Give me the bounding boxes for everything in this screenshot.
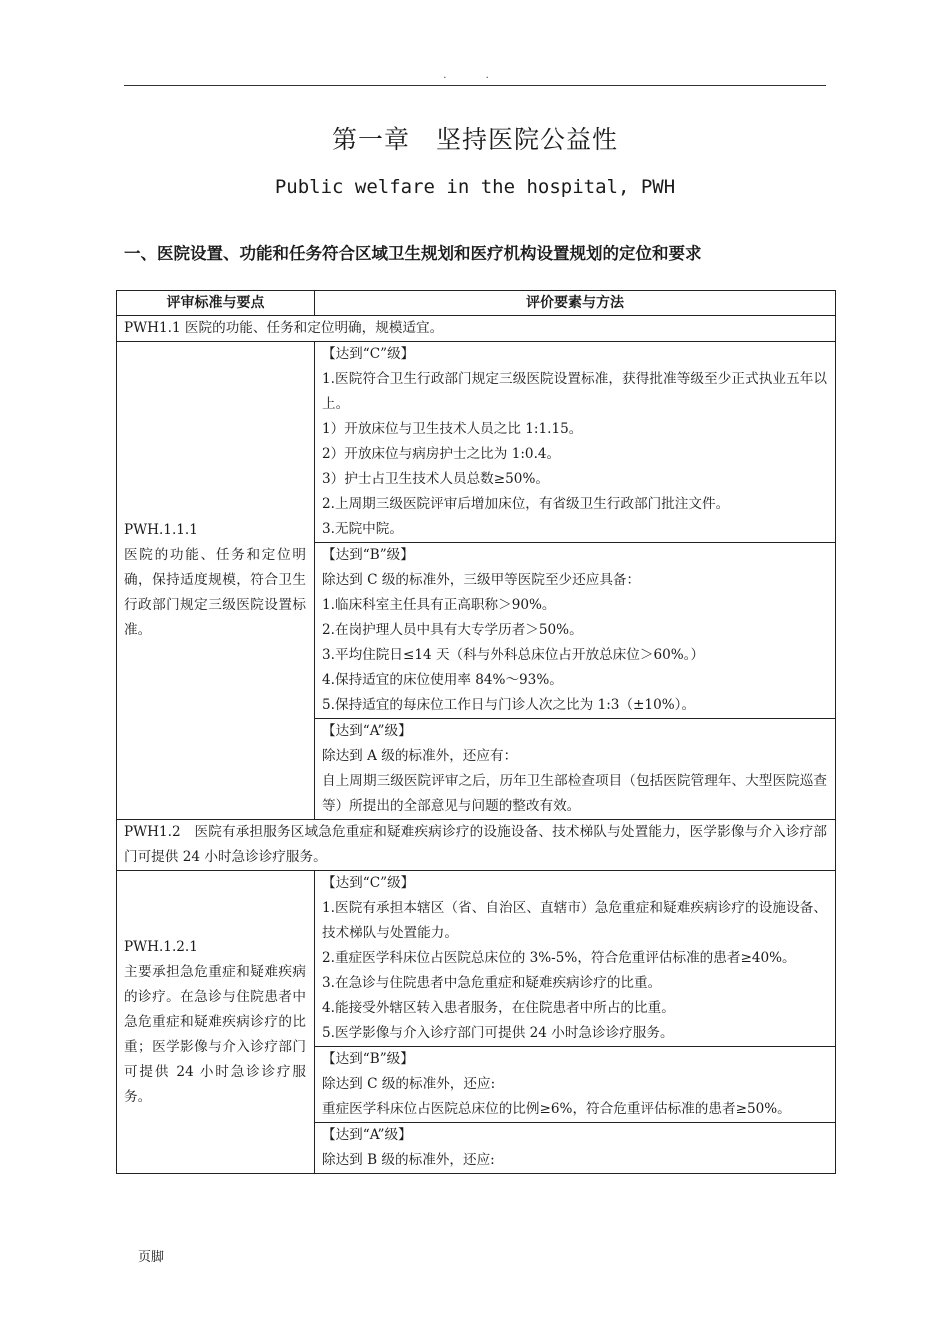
grade-a-cell — [315, 719, 836, 820]
grade-c-cell — [315, 871, 836, 1047]
criterion-pwh-1-1-1 — [117, 342, 315, 820]
standard-pwh1-1: PWH1.1 医院的功能、任务和定位明确，规模适宜。 — [117, 316, 836, 342]
page-footer: 页脚 — [138, 1250, 165, 1265]
criterion-row — [117, 871, 836, 1047]
grade-a-item: 除达到 B 级的标准外，还应: — [322, 1152, 495, 1168]
grade-b-item: 除达到 C 级的标准外，三级甲等医院至少还应具备： — [322, 572, 641, 588]
standard-row — [117, 820, 836, 871]
standard-pwh1-2: PWH1.2 医院有承担服务区域急危重症和疑难疾病诊疗的设施设备、技术梯队与处置能力，医学影像与介入诊疗部门可提供 24 小时急诊诊疗服务。 — [117, 820, 836, 871]
grade-c-item: 2）开放床位与病房护士之比为 1:0.4。 — [322, 446, 561, 462]
grade-c-item: 3.无院中院。 — [322, 521, 403, 537]
column-header-method: 评价要素与方法 — [315, 291, 836, 316]
grade-b-item: 3.平均住院日≤14 天（科与外科总床位占开放总床位＞60%。） — [322, 647, 705, 663]
chapter-title: 第一章 坚持医院公益性 — [331, 125, 618, 154]
criterion-code: PWH.1.1.1 — [124, 522, 198, 538]
header-rule — [124, 85, 826, 86]
grade-b-item: 5.保持适宜的每床位工作日与门诊人次之比为 1:3（±10%）。 — [322, 697, 696, 713]
criterion-description: 医院的功能、任务和定位明确，保持适度规模，符合卫生行政部门规定三级医院设置标准。 — [124, 547, 306, 638]
grade-c-heading: 【达到“C”级】 — [322, 875, 415, 891]
grade-c-heading: 【达到“C”级】 — [322, 346, 415, 362]
grade-c-item: 2.上周期三级医院评审后增加床位，有省级卫生行政部门批注文件。 — [322, 496, 730, 512]
grade-c-item: 3.在急诊与住院患者中急危重症和疑难疾病诊疗的比重。 — [322, 975, 662, 991]
grade-b-cell — [315, 1047, 836, 1123]
chapter-subtitle: Public welfare in the hospital, PWH — [274, 176, 676, 198]
grade-b-cell — [315, 543, 836, 719]
grade-b-item: 2.在岗护理人员中具有大专学历者＞50%。 — [322, 622, 583, 638]
grade-c-item: 1.医院有承担本辖区（省、自治区、直辖市）急危重症和疑难疾病诊疗的设施设备、技术梯队与处置能力。 — [322, 900, 827, 941]
grade-a-cell — [315, 1123, 836, 1174]
grade-a-heading: 【达到“A”级】 — [322, 723, 412, 739]
table-header-row — [117, 291, 836, 316]
grade-c-item: 3）护士占卫生技术人员总数≥50%。 — [322, 471, 549, 487]
grade-c-item: 5.医学影像与介入诊疗部门可提供 24 小时急诊诊疗服务。 — [322, 1025, 674, 1041]
criterion-description: 主要承担急危重症和疑难疾病的诊疗。在急诊与住院患者中急危重症和疑难疾病诊疗的比重；医学影像与介入诊疗部门可提供 24 小时急诊诊疗服务。 — [124, 963, 306, 1105]
standard-row — [117, 316, 836, 342]
grade-c-item: 2.重症医学科床位占医院总床位的 3%-5%，符合危重评估标准的患者≥40%。 — [322, 950, 796, 966]
grade-b-item: 重症医学科床位占医院总床位的比例≥6%，符合危重评估标准的患者≥50%。 — [322, 1101, 791, 1117]
grade-c-item: 1.医院符合卫生行政部门规定三级医院设置标准，获得批准等级至少正式执业五年以上。 — [322, 371, 827, 412]
grade-a-heading: 【达到“A”级】 — [322, 1127, 412, 1143]
criterion-pwh-1-2-1 — [117, 871, 315, 1174]
column-header-standard: 评审标准与要点 — [117, 291, 315, 316]
grade-b-heading: 【达到“B”级】 — [322, 1051, 414, 1067]
grade-b-item: 4.保持适宜的床位使用率 84%～93%。 — [322, 672, 563, 688]
grade-b-item: 1.临床科室主任具有正高职称＞90%。 — [322, 597, 556, 613]
grade-a-item: 自上周期三级医院评审之后，历年卫生部检查项目（包括医院管理年、大型医院巡查等）所提出的全部意见与问题的整改有效。 — [322, 773, 827, 814]
grade-a-item: 除达到 A 级的标准外，还应有： — [322, 748, 518, 764]
grade-b-item: 除达到 C 级的标准外，还应: — [322, 1076, 496, 1092]
section-heading: 一、医院设置、功能和任务符合区域卫生规划和医疗机构设置规划的定位和要求 — [124, 244, 702, 263]
criterion-row — [117, 342, 836, 543]
grade-c-cell — [315, 342, 836, 543]
standards-table — [116, 290, 836, 1174]
header-dots: . . — [443, 70, 507, 81]
grade-c-item: 4.能接受外辖区转入患者服务，在住院患者中所占的比重。 — [322, 1000, 675, 1016]
grade-b-heading: 【达到“B”级】 — [322, 547, 414, 563]
criterion-code: PWH.1.2.1 — [124, 938, 198, 955]
grade-c-item: 1）开放床位与卫生技术人员之比 1:1.15。 — [322, 421, 583, 437]
